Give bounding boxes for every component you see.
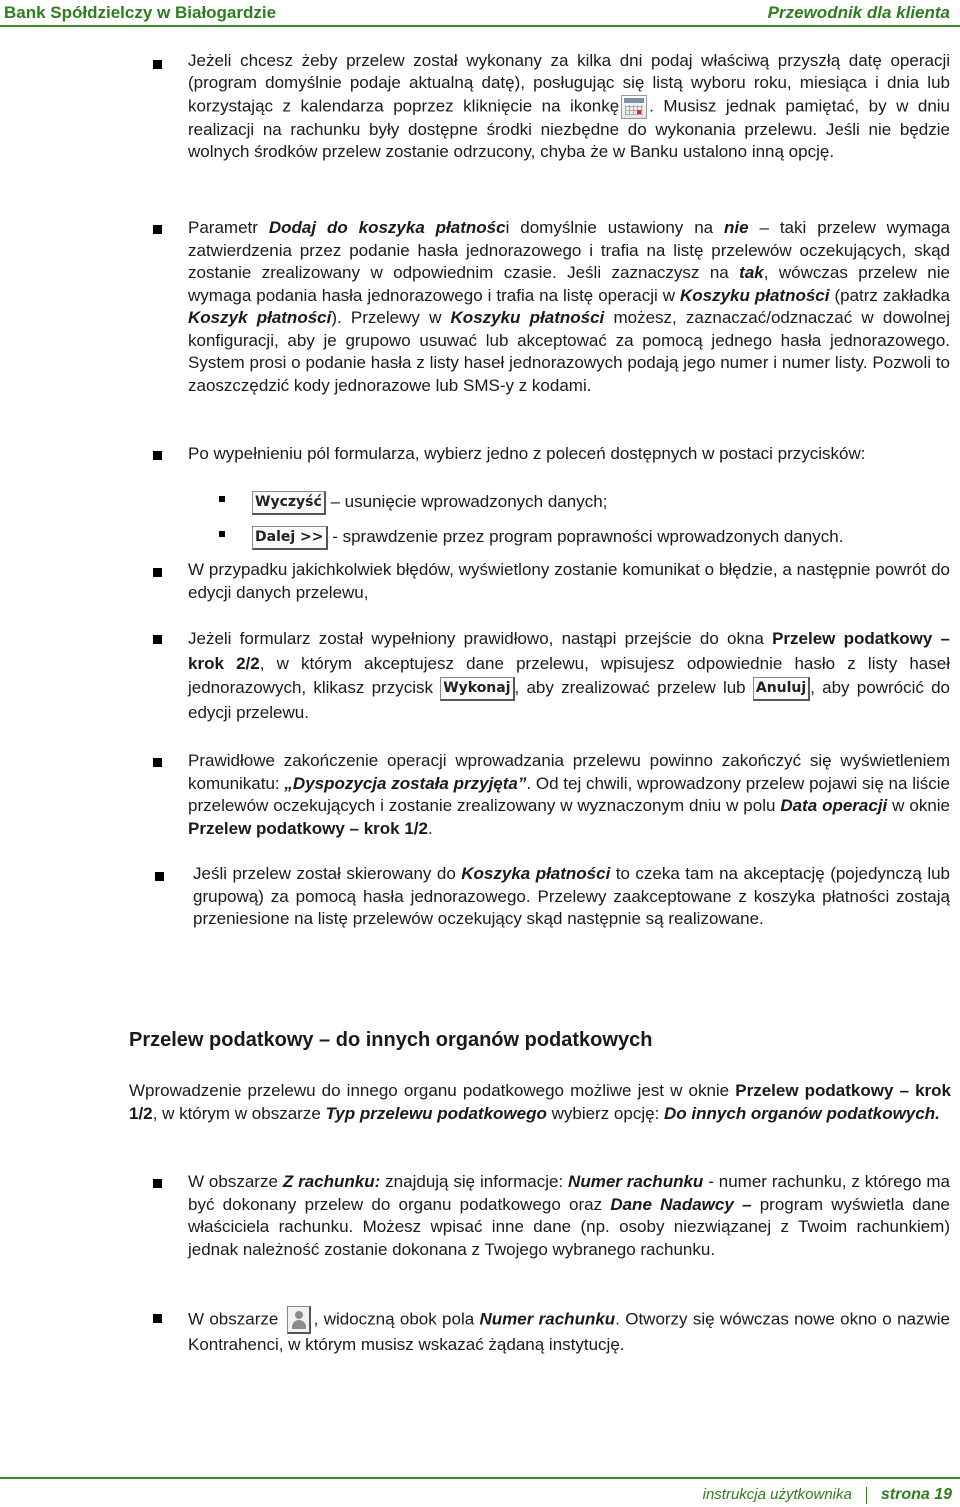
term-no: nie [724,218,749,237]
paragraph-text: , aby zrealizować przelew lub [514,678,753,697]
paragraph-text: , w którym akceptujesz dane przelewu, wpisujesz odpowiednie hasło z listy haseł jednorazowych, klikasz przycisk [188,653,950,697]
paragraph-text: , wówczas przelew nie wymaga podania hasła jednorazowego i trafia na listę operacji w [188,263,950,305]
bullet-icon [155,872,164,881]
paragraph-text: , aby powrócić do edycji przelewu. [188,678,950,722]
paragraph-text: Wprowadzenie przelewu do innego organu podatkowego możliwe jest w oknie [129,1081,736,1100]
bullet-icon [153,1314,162,1323]
paragraph-text: wybierz opcję: [546,1103,665,1123]
page-header [0,0,960,26]
clear-button[interactable]: Wyczyść [252,491,326,515]
page-number: strona 19 [880,1486,952,1503]
paragraph-text: ). Przelewy w [331,308,451,327]
footer-separator [866,1487,867,1504]
paragraph-basket-info [193,863,950,931]
paragraph-text: Jeżeli formularz został wypełniony prawidłowo, nastąpi przejście do okna [188,629,773,648]
term-step-1: Przelew podatkowy – krok 1/2 [129,1081,951,1123]
paragraph-success [188,750,950,840]
paragraph-text: . Otworzy się wówczas nowe okno o nazwie Kontrahenci, w którym musisz wskazać żądaną instytucję. [188,1309,950,1354]
term-other-tax-authorities: Do innych organów podatkowych. [664,1103,940,1123]
paragraph-text: w oknie [887,796,951,815]
paragraph-text: to czeka tam na akceptację (pojedynczą lub grupową) za pomocą hasła jednorazowego. Przelewy zaakceptowane z koszyka płatności zostają przeniesione na listę przelewów oczekujący skąd następnie są realizowane. [193,864,951,928]
cancel-button[interactable]: Anuluj [753,677,810,701]
bullet-icon [153,451,162,460]
next-button-item [252,524,952,550]
sub-bullet-icon [219,496,225,502]
paragraph-text: program wyświetla dane właściciela rachunku. Możesz wpisać inne dane (np. osoby niezwiązanej z Twoim rachunkiem) jednak należność zostanie dokonana z Twojego wybranego rachunku. [188,1194,951,1259]
paragraph-text: . [427,818,433,838]
paragraph-basket-param [188,217,950,397]
paragraph-text: - numer rachunku, z którego ma być dokonany przelew do organu podatkowego oraz [188,1172,950,1214]
paragraph-text: Jeśli przelew został skierowany do [193,864,462,883]
term-account-number: Numer rachunku [568,1172,704,1191]
term-sender-data: Dane Nadawcy – [610,1194,752,1214]
bullet-icon [153,758,162,767]
paragraph-form-buttons [188,443,950,466]
paragraph-text: i domyślnie ustawiony na [505,218,725,237]
term-account-number: Numer rachunku [479,1309,616,1329]
footer-divider [0,1477,960,1479]
paragraph-text: W przypadku jakichkolwiek błędów, wyświetlony zostanie komunikat o błędzie, a następnie powrót do edycji danych przelewu, [188,560,950,602]
paragraph-text: . Od tej chwili, wprowadzony przelew pojawi się na liście przelewów oczekujących i zostanie zrealizowany w wyznaczonym dniu w polu [188,773,950,815]
bank-name: Bank Spółdzielczy w Białogardzie [4,3,277,22]
bullet-icon [153,225,162,234]
paragraph-future-date [188,50,950,164]
paragraph-text: znajdują się informacje: [380,1172,569,1191]
paragraph-text: . Musisz jednak pamiętać, by w dniu realizacji na rachunku były dostępne środki niezbędne do wykonania przelewu. Jeśli nie będzie wolnych środków przelew zostanie odrzucony, chyba że w Banku ustalono inną opcję. [188,96,950,162]
bullet-icon [153,568,162,577]
footer-label: instrukcja użytkownika [702,1486,852,1503]
bullet-icon [153,60,162,69]
paragraph-text: , widoczną obok pola [313,1309,480,1329]
paragraph-errors [188,559,950,604]
paragraph-text: Po wypełnieniu pól formularza, wybierz jedno z poleceń dostępnych w postaci przycisków: [188,444,866,463]
term-operation-date: Data operacji [780,796,888,815]
next-button[interactable]: Dalej >> [252,526,328,550]
term-step-1: Przelew podatkowy – krok 1/2 [188,818,428,838]
bullet-icon [153,635,162,644]
paragraph-text: W obszarze [188,1172,283,1191]
bullet-icon [153,1179,162,1188]
paragraph-text: – taki przelew wymaga zatwierdzenia przez podanie hasła jednorazowego i trafia na listę przelewów oczekujących, skąd zostanie zrealizowany w odpowiednim czasie. Jeśli zaznaczysz na [188,218,950,282]
term-add-to-basket: Dodaj do koszyka płatnośc [268,218,506,237]
paragraph-text: , w którym w obszarze [152,1103,326,1123]
calendar-icon[interactable] [621,95,647,119]
paragraph-text: (patrz zakładka [829,285,950,305]
header-divider [0,25,960,27]
term-from-account: Z rachunku: [282,1172,381,1191]
section-intro [129,1080,951,1125]
section-title: Przelew podatkowy – do innych organów podatkowych [129,1029,653,1051]
paragraph-text: Jeżeli chcesz żeby przelew został wykonany za kilka dni podaj właściwą przyszłą datę operacji (program domyślnie podaje aktualną datę), posługując się listą wyboru roku, miesiąca i dnia lub korzystając z kalendarza poprzez kliknięcie na ikonkę [188,51,950,116]
term-payment-basket-tab: Koszyk płatności [188,308,332,327]
paragraph-text: możesz, zaznaczać/odznaczać w dowolnej konfiguracji, aby je grupowo usuwać lub akceptować za pomocą jednego hasła jednorazowego. System prosi o podanie hasła z listy haseł jednorazowych podają jego numer i numer listy. Pozwoli to zaoszczędzić kody jednorazowe lub SMS-y z kodami. [188,308,951,395]
term-tax-transfer-type: Typ przelewu podatkowego [325,1103,547,1123]
sub-bullet-icon [219,531,225,537]
guide-title: Przewodnik dla klienta [767,3,950,22]
term-payment-basket: Koszyka płatności [461,864,611,883]
next-description: - sprawdzenie przez program poprawności wprowadzonych danych. [327,527,844,546]
paragraph-recipient [188,1306,950,1356]
term-payment-basket: Koszyku płatności [679,285,830,305]
paragraph-text: W obszarze [188,1309,284,1329]
term-payment-basket: Koszyku płatności [450,308,605,327]
paragraph-text: Parametr [188,218,269,237]
clear-description: – usunięcie wprowadzonych danych; [325,492,608,511]
page-footer [703,1486,952,1504]
term-step-2: Przelew podatkowy – krok 2/2 [188,629,951,673]
paragraph-step2 [188,627,950,725]
clear-button-item [252,489,952,515]
term-yes: tak [739,263,764,282]
contacts-icon[interactable] [287,1306,311,1334]
paragraph-text: Prawidłowe zakończenie operacji wprowadzania przelewu powinno zakończyć się wyświetleniem komunikatu: [188,751,950,793]
execute-button[interactable]: Wykonaj [440,677,514,701]
paragraph-from-account [188,1171,950,1261]
term-order-accepted: „Dyspozycja została przyjęta” [284,773,527,793]
